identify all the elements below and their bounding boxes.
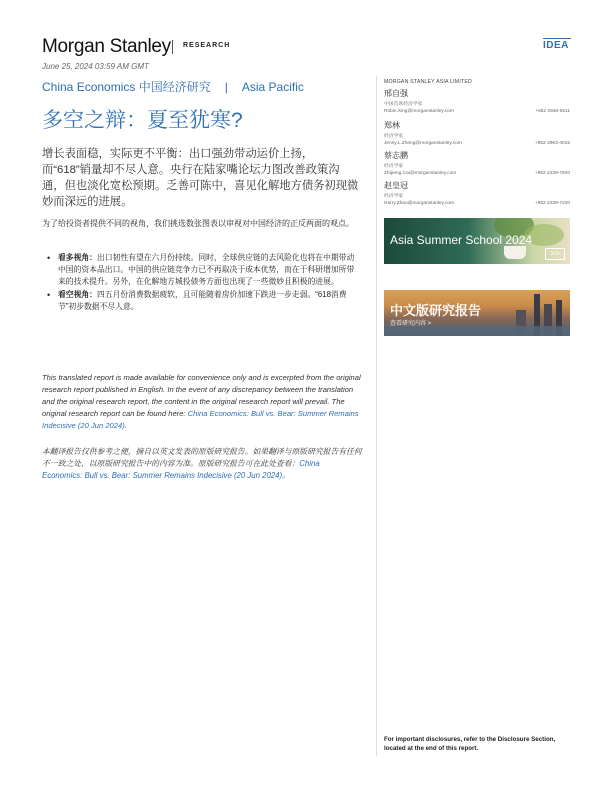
chinese-disclaimer-end: 。	[282, 471, 290, 480]
analyst-email[interactable]: Zhipeng.Cai@morganstanley.com	[384, 171, 457, 176]
analyst-phone: +852 3963-4015	[534, 141, 570, 146]
analyst-card	[384, 150, 570, 176]
english-disclaimer	[42, 372, 362, 432]
summer-school-banner[interactable]	[384, 218, 570, 264]
publish-date: June 25, 2024 03:59 AM GMT	[42, 62, 149, 71]
analyst-phone: +852 2239-7220	[534, 201, 570, 206]
chinese-research-banner[interactable]	[384, 290, 570, 336]
chinese-research-title: 中文版研究报告	[390, 303, 482, 318]
bull-text: 出口韧性有望在六月份持续。同时，全球供应链的去风险化也将在中期带动中国的资本品出口。中国的供应链竞争力已不再取决于成本优势，而在于科研增加所带来的技术提升。另外，在化解地方城投债务方面也出现了一些微妙且积极的进展。	[58, 253, 355, 286]
bear-label: 看空视角：	[58, 290, 97, 299]
chinese-research-link[interactable]: 查看研究内容 >	[390, 321, 432, 327]
river-decoration	[384, 326, 570, 336]
original-report-link[interactable]: China Economics: Bull vs. Bear: Summer Remains Indecisive (20 Jun 2024)	[42, 409, 359, 430]
analyst-email[interactable]: Harry.Zhao@morganstanley.com	[384, 201, 455, 206]
chinese-disclaimer	[42, 446, 362, 482]
page-title: 多空之辩：夏至犹寒?	[42, 109, 243, 132]
analyst-role: 经济学家	[384, 164, 404, 169]
entity-name: MORGAN STANLEY ASIA LIMITED	[384, 79, 472, 85]
section-label: RESEARCH	[183, 42, 231, 49]
region-name: Asia Pacific	[241, 80, 304, 94]
analyst-role: 中国首席经济学家	[384, 102, 423, 107]
brand-divider	[172, 40, 173, 54]
summer-school-title: Asia Summer School 2024	[390, 233, 533, 247]
intro-paragraph: 为了给投资者提供不同的视角，我们挑选数张图表以审视对中国经济的正反两面的观点。	[42, 219, 354, 228]
view-list	[58, 252, 358, 314]
brand-logo: Morgan Stanley	[42, 36, 171, 57]
series-divider: |	[224, 80, 228, 94]
analyst-role: 经济学家	[384, 194, 404, 199]
list-item	[58, 252, 358, 288]
analyst-name: 郑林	[384, 121, 400, 130]
idea-tag: IDEA	[543, 40, 569, 51]
idea-tag-rule	[543, 38, 571, 39]
original-report-link-zh[interactable]: China Economics: Bull vs. Bear: Summer Remains Indecisive (20 Jun 2024)	[42, 459, 320, 480]
analyst-name: 邢自强	[384, 89, 408, 98]
bear-text: 四五月份消费数据疲软，且可能随着房价加速下跌进一步走弱。“618消费节”初步数据不尽人意。	[58, 290, 347, 311]
english-disclaimer-end: .	[124, 421, 127, 430]
analyst-card	[384, 88, 570, 114]
analyst-card	[384, 180, 570, 206]
english-disclaimer-text: This translated report is made available for convenience only and is excerpted from the original research report published in English. In the event of any discrepancy between the translation and the original research report, the content in the original research report will prevail. The original research report can be found here:	[42, 373, 361, 418]
analyst-phone: +852 2848-6511	[535, 109, 570, 114]
arrow-right-icon[interactable]: >>	[545, 248, 565, 260]
cup-decoration	[504, 246, 526, 259]
report-series	[42, 78, 304, 95]
analyst-name: 赵皇冠	[384, 181, 408, 190]
chinese-disclaimer-text: 本翻译报告仅供参考之便，摘自以英文发表的原版研究报告。如果翻译与原版研究报告有任何不一致之处，以原版研究报告中的内容为准。原版研究报告可在此处查看：	[42, 447, 362, 468]
analyst-card	[384, 120, 570, 146]
series-name: China Economics 中国经济研究	[42, 80, 211, 94]
analyst-name: 蔡志鹏	[384, 151, 408, 160]
analyst-email[interactable]: Robin.Xing@morganstanley.com	[384, 109, 454, 114]
bull-label: 看多视角：	[58, 253, 97, 262]
sidebar-divider	[376, 76, 377, 756]
analyst-email[interactable]: Jenny.L.Zheng@morganstanley.com	[384, 141, 462, 146]
analyst-role: 经济学家	[384, 134, 404, 139]
analyst-phone: +852 2239-7820	[534, 171, 570, 176]
disclosure-note: For important disclosures, refer to the Disclosure Section, located at the end of this report.	[384, 736, 556, 752]
lead-summary: 增长表面稳，实际更不平衡：出口强劲带动运价上扬，而“618”销量却不尽人意。央行在陆家嘴论坛力图改善政策沟通，但也淡化宽松预期。乏善可陈中，喜见化解地方债务初现微妙而深远的进展。	[42, 148, 359, 208]
list-item	[58, 289, 358, 313]
